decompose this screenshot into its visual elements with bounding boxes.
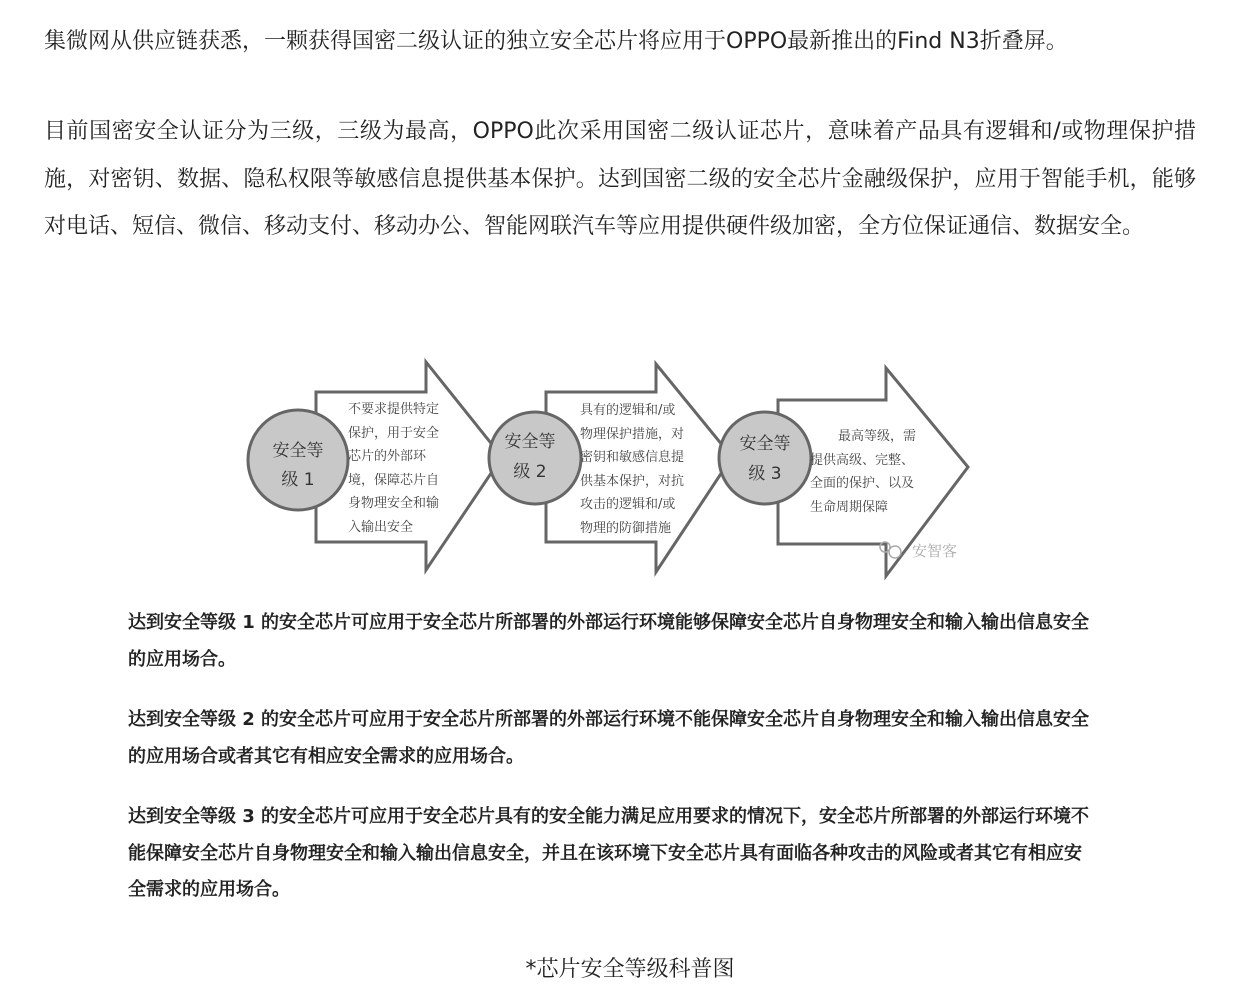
level-3-desc-line: 全面的保护、以及	[810, 476, 915, 491]
level-1-desc-line: 保护，用于安全	[348, 426, 440, 441]
watermark-text: 安智客	[912, 542, 958, 560]
security-level-diagram	[0, 340, 1260, 590]
level-1-desc-line: 境，保障芯片自	[348, 473, 440, 488]
figure-caption: *芯片安全等级科普图	[525, 957, 735, 982]
level-2-desc-line: 物理保护措施，对	[580, 427, 685, 442]
level-3-note: 达到安全等级 3 的安全芯片可应用于安全芯片具有的安全能力满足应用要求的情况下，安全芯片所部署的外部运行环境不能保障安全芯片自身物理安全和输入输出信息安全，并且在该环境下安全芯片具有面临各种攻击的风险或者其它有相应安全需求的应用场合。	[128, 806, 1090, 900]
level-2-desc-line: 供基本保护，对抗	[580, 474, 685, 489]
level-2-desc-line: 密钥和敏感信息提	[580, 450, 685, 465]
level-3-desc-line: 提供高级、完整、	[810, 453, 915, 468]
level-1-desc-line: 身物理安全和输	[348, 496, 440, 511]
level-1-note: 达到安全等级 1 的安全芯片可应用于安全芯片所部署的外部运行环境能够保障安全芯片自身物理安全和输入输出信息安全的应用场合。	[128, 612, 1090, 670]
security-level-figure	[0, 340, 1260, 940]
level-1-desc-line: 芯片的外部环	[348, 449, 427, 464]
level-2-note: 达到安全等级 2 的安全芯片可应用于安全芯片所部署的外部运行环境不能保障安全芯片自身物理安全和输入输出信息安全的应用场合或者其它有相应安全需求的应用场合。	[128, 709, 1090, 767]
level-2-title-line2: 级 2	[513, 462, 547, 482]
level-3-desc-line: 最高等级，需	[838, 429, 917, 444]
level-2-desc-line: 攻击的逻辑和/或	[580, 497, 676, 512]
level-1-desc-line: 入输出安全	[348, 520, 414, 535]
level-3-title-line1: 安全等	[739, 434, 791, 454]
level-1-desc-line: 不要求提供特定	[348, 402, 440, 417]
level-3-title-line2: 级 3	[748, 464, 782, 484]
level-1-title-line2: 级 1	[281, 470, 315, 490]
level-2-desc-line: 物理的防御措施	[580, 521, 672, 536]
level-3-desc-line: 生命周期保障	[810, 500, 889, 515]
security-level-paragraph: 目前国密安全认证分为三级，三级为最高，OPPO此次采用国密二级认证芯片，意味着产品具有逻辑和/或物理保护措施，对密钥、数据、隐私权限等敏感信息提供基本保护。达到国密二级的安全芯片金融级保护，应用于智能手机，能够对电话、短信、微信、移动支付、移动办公、智能网联汽车等应用提供硬件级加密，全方位保证通信、数据安全。	[44, 119, 1196, 239]
level-2-desc-line: 具有的逻辑和/或	[580, 403, 676, 418]
level-3-circle	[719, 412, 811, 504]
intro-paragraph: 集微网从供应链获悉，一颗获得国密二级认证的独立安全芯片将应用于OPPO最新推出的Find N3折叠屏。	[44, 29, 1068, 54]
level-2-title-line1: 安全等	[504, 432, 556, 452]
level-1-title-line1: 安全等	[272, 441, 324, 461]
level-2-circle	[489, 412, 581, 504]
